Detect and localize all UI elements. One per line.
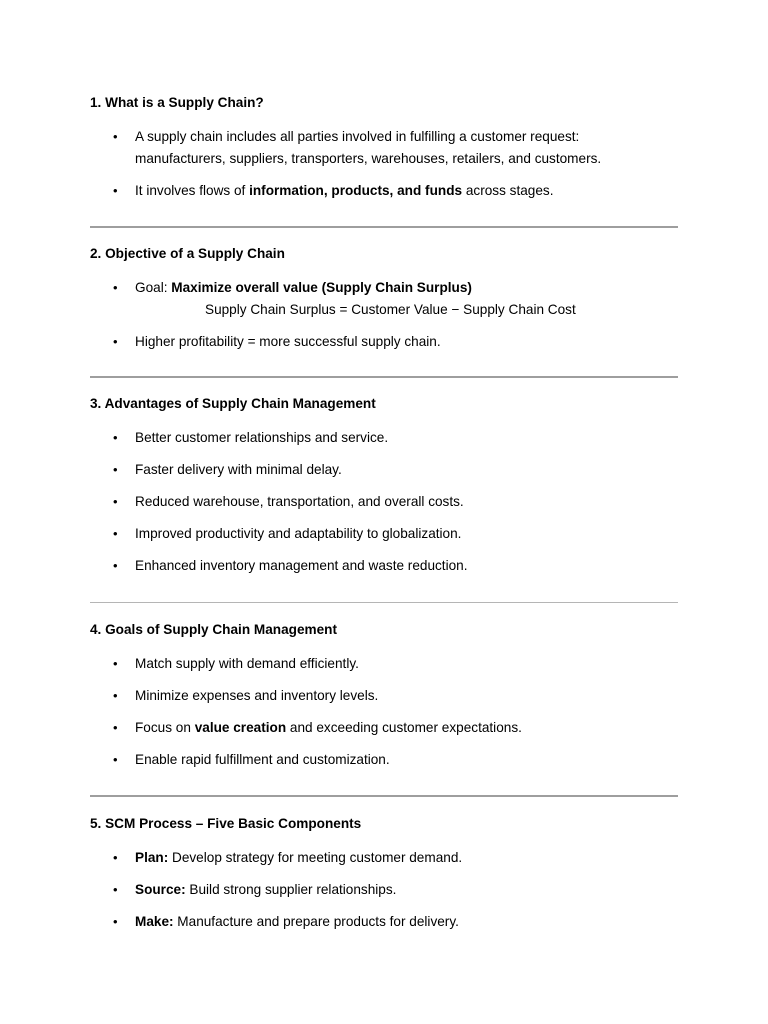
bullet-icon: • [113, 558, 118, 573]
bullet-icon: • [113, 850, 118, 865]
section-heading: 3. Advantages of Supply Chain Management [90, 396, 376, 411]
bullet-icon: • [113, 720, 118, 735]
bullet-icon: • [113, 752, 118, 767]
bullet-icon: • [113, 334, 118, 349]
bullet-icon: • [113, 688, 118, 703]
section-goals [90, 621, 678, 771]
list-item: • Improved productivity and adaptability to globalization. [90, 523, 678, 545]
bullet-list [90, 277, 678, 353]
list-item: • Focus on value creation and exceeding customer expectations. [90, 717, 678, 739]
section-divider [90, 795, 678, 797]
section-heading: 5. SCM Process – Five Basic Components [90, 816, 362, 831]
list-item: • Source: Build strong supplier relationships. [90, 879, 678, 901]
list-item: • Reduced warehouse, transportation, and overall costs. [90, 491, 678, 513]
bullet-icon: • [113, 656, 118, 671]
list-item: • A supply chain includes all parties involved in fulfilling a customer request: manufacturers, suppliers, transporters, warehouses, retailers, and customers. [90, 126, 678, 170]
surplus-formula: Supply Chain Surplus = Customer Value − Supply Chain Cost [205, 302, 576, 317]
section-divider [90, 226, 678, 228]
bullet-list [90, 126, 678, 202]
list-item: • Faster delivery with minimal delay. [90, 459, 678, 481]
bullet-list [90, 427, 678, 577]
bullet-list [90, 847, 678, 933]
list-item: • Enhanced inventory management and waste reduction. [90, 555, 678, 577]
section-what-is-supply-chain [90, 94, 678, 202]
bullet-icon: • [113, 430, 118, 445]
list-item: • It involves flows of information, products, and funds across stages. [90, 180, 678, 202]
section-objective [90, 245, 678, 353]
bullet-icon: • [113, 494, 118, 509]
section-heading: 2. Objective of a Supply Chain [90, 246, 285, 261]
section-divider [90, 376, 678, 378]
list-item: • Minimize expenses and inventory levels. [90, 685, 678, 707]
bullet-icon: • [113, 526, 118, 541]
list-item: • Better customer relationships and service. [90, 427, 678, 449]
section-divider [90, 602, 678, 603]
list-item: • Enable rapid fulfillment and customization. [90, 749, 678, 771]
section-heading: 4. Goals of Supply Chain Management [90, 622, 337, 637]
list-item: • Make: Manufacture and prepare products for delivery. [90, 911, 678, 933]
list-item: • Goal: Maximize overall value (Supply Chain Surplus) Supply Chain Surplus = Customer Value − Supply Chain Cost [90, 277, 678, 321]
bullet-icon: • [113, 280, 118, 295]
bullet-icon: • [113, 914, 118, 929]
section-advantages [90, 395, 678, 577]
list-item: • Match supply with demand efficiently. [90, 653, 678, 675]
bullet-icon: • [113, 183, 118, 198]
bullet-icon: • [113, 882, 118, 897]
bullet-list [90, 653, 678, 771]
list-item: • Higher profitability = more successful supply chain. [90, 331, 678, 353]
section-scm-process [90, 815, 678, 933]
list-item: • Plan: Develop strategy for meeting customer demand. [90, 847, 678, 869]
bullet-icon: • [113, 462, 118, 477]
bullet-icon: • [113, 129, 118, 144]
section-heading: 1. What is a Supply Chain? [90, 95, 264, 110]
